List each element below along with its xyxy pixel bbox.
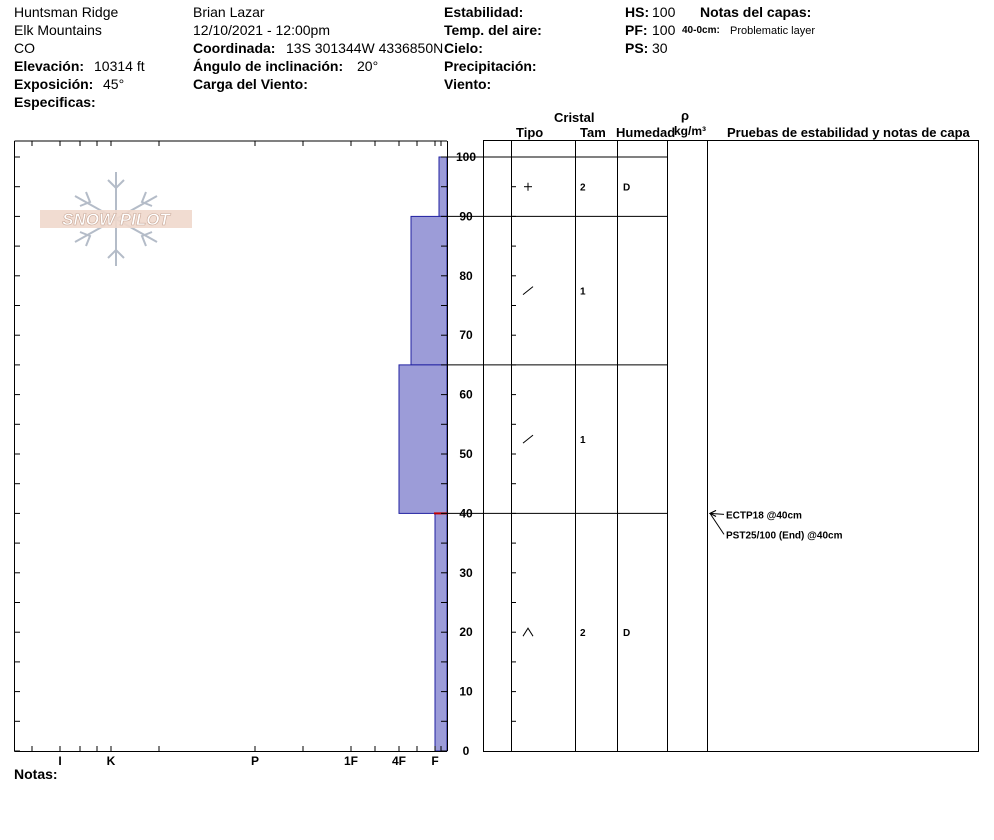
hs-value: 100 bbox=[652, 4, 676, 20]
stability-test-label: ECTP18 @40cm bbox=[726, 510, 802, 522]
crystal-size: 1 bbox=[580, 286, 586, 298]
type-header: Tipo bbox=[516, 125, 544, 140]
height-tick-label: 70 bbox=[459, 328, 473, 343]
crystal-moisture: D bbox=[623, 628, 631, 640]
density-symbol: ρ bbox=[681, 108, 690, 123]
crystal-type-caret-icon bbox=[523, 628, 533, 636]
coordinate-value: 13S 301344W 4336850N bbox=[286, 40, 444, 56]
elevation-label: Elevación: bbox=[14, 58, 85, 74]
tests-header: Pruebas de estabilidad y notas de capa bbox=[727, 125, 970, 140]
sky-label: Cielo: bbox=[444, 40, 483, 56]
hardness-tick-label: K bbox=[106, 754, 116, 768]
height-tick-label: 0 bbox=[462, 744, 470, 758]
hardness-tick-label: I bbox=[58, 754, 62, 768]
hardness-plot-ticks bbox=[14, 141, 447, 751]
crystal-size: 2 bbox=[580, 182, 586, 194]
height-tick-label: 90 bbox=[459, 209, 473, 224]
crystal-header: Cristal bbox=[554, 110, 595, 125]
height-tick-label: 60 bbox=[459, 387, 473, 402]
crystal-size: 2 bbox=[580, 628, 586, 640]
logo-text: SNOW PILOT bbox=[62, 210, 170, 229]
ps-label: PS: bbox=[625, 40, 649, 56]
size-header: Tam bbox=[580, 125, 606, 140]
notes-label: Notas: bbox=[14, 766, 58, 782]
layer-table-frame bbox=[484, 141, 979, 752]
slope-angle-value: 20° bbox=[357, 58, 379, 74]
ps-value: 30 bbox=[652, 40, 668, 56]
height-axis-labels bbox=[456, 150, 476, 758]
hardness-layer-bar bbox=[411, 216, 447, 365]
mountain-range: Elk Mountains bbox=[14, 22, 102, 38]
elevation-value: 10314 ft bbox=[94, 58, 145, 74]
stability-label: Estabilidad: bbox=[444, 4, 524, 20]
height-tick-label: 20 bbox=[459, 625, 473, 640]
slope-angle-label: Ángulo de inclinación: bbox=[193, 58, 344, 74]
density-unit: kg/m³ bbox=[674, 124, 707, 138]
hardness-tick-label: 4F bbox=[391, 754, 407, 768]
stability-tests bbox=[710, 510, 843, 541]
hardness-axis-labels bbox=[58, 754, 438, 768]
hs-label: HS: bbox=[625, 4, 650, 20]
height-tick-label: 10 bbox=[459, 684, 473, 699]
hardness-tick-label: F bbox=[431, 754, 439, 768]
state: CO bbox=[14, 40, 35, 56]
hardness-profile bbox=[399, 157, 447, 751]
height-tick-label: 40 bbox=[459, 506, 473, 521]
hardness-tick-label: 1F bbox=[343, 754, 359, 768]
height-tick-label: 50 bbox=[459, 447, 473, 461]
hardness-plot-frame bbox=[15, 141, 448, 752]
specifics-label: Especificas: bbox=[14, 94, 96, 110]
stability-test-label: PST25/100 (End) @40cm bbox=[726, 530, 843, 542]
layer-notes-label: Notas del capas: bbox=[700, 4, 812, 20]
layer-note-range: 40-0cm: bbox=[682, 25, 720, 36]
air-temp-label: Temp. del aire: bbox=[444, 22, 542, 38]
location-name: Huntsman Ridge bbox=[14, 4, 119, 20]
crystal-type-slash-icon bbox=[523, 435, 533, 443]
precipitation-label: Precipitación: bbox=[444, 58, 537, 74]
layer-note-text: Problematic layer bbox=[730, 25, 815, 37]
hardness-tick-label: P bbox=[250, 754, 260, 768]
wind-label: Viento: bbox=[444, 76, 492, 92]
aspect-label: Exposición: bbox=[14, 76, 94, 92]
height-tick-label: 100 bbox=[455, 150, 477, 164]
wind-load-label: Carga del Viento: bbox=[193, 76, 308, 92]
crystal-type-slash-icon bbox=[523, 287, 533, 295]
observer-name: Brian Lazar bbox=[193, 4, 265, 20]
pf-value: 100 bbox=[652, 22, 676, 38]
aspect-value: 45° bbox=[103, 76, 125, 92]
moisture-header: Humedad bbox=[616, 125, 676, 140]
observation-datetime: 12/10/2021 - 12:00pm bbox=[193, 22, 330, 38]
height-tick-label: 80 bbox=[459, 268, 473, 283]
hardness-layer-bar bbox=[399, 365, 447, 514]
layer-table-content bbox=[523, 183, 630, 640]
crystal-size: 1 bbox=[580, 435, 586, 447]
height-tick-label: 30 bbox=[459, 565, 473, 580]
crystal-moisture: D bbox=[623, 182, 631, 194]
test-pointer-line bbox=[710, 513, 724, 534]
pf-label: PF: bbox=[625, 22, 648, 38]
coordinate-label: Coordinada: bbox=[193, 40, 276, 56]
